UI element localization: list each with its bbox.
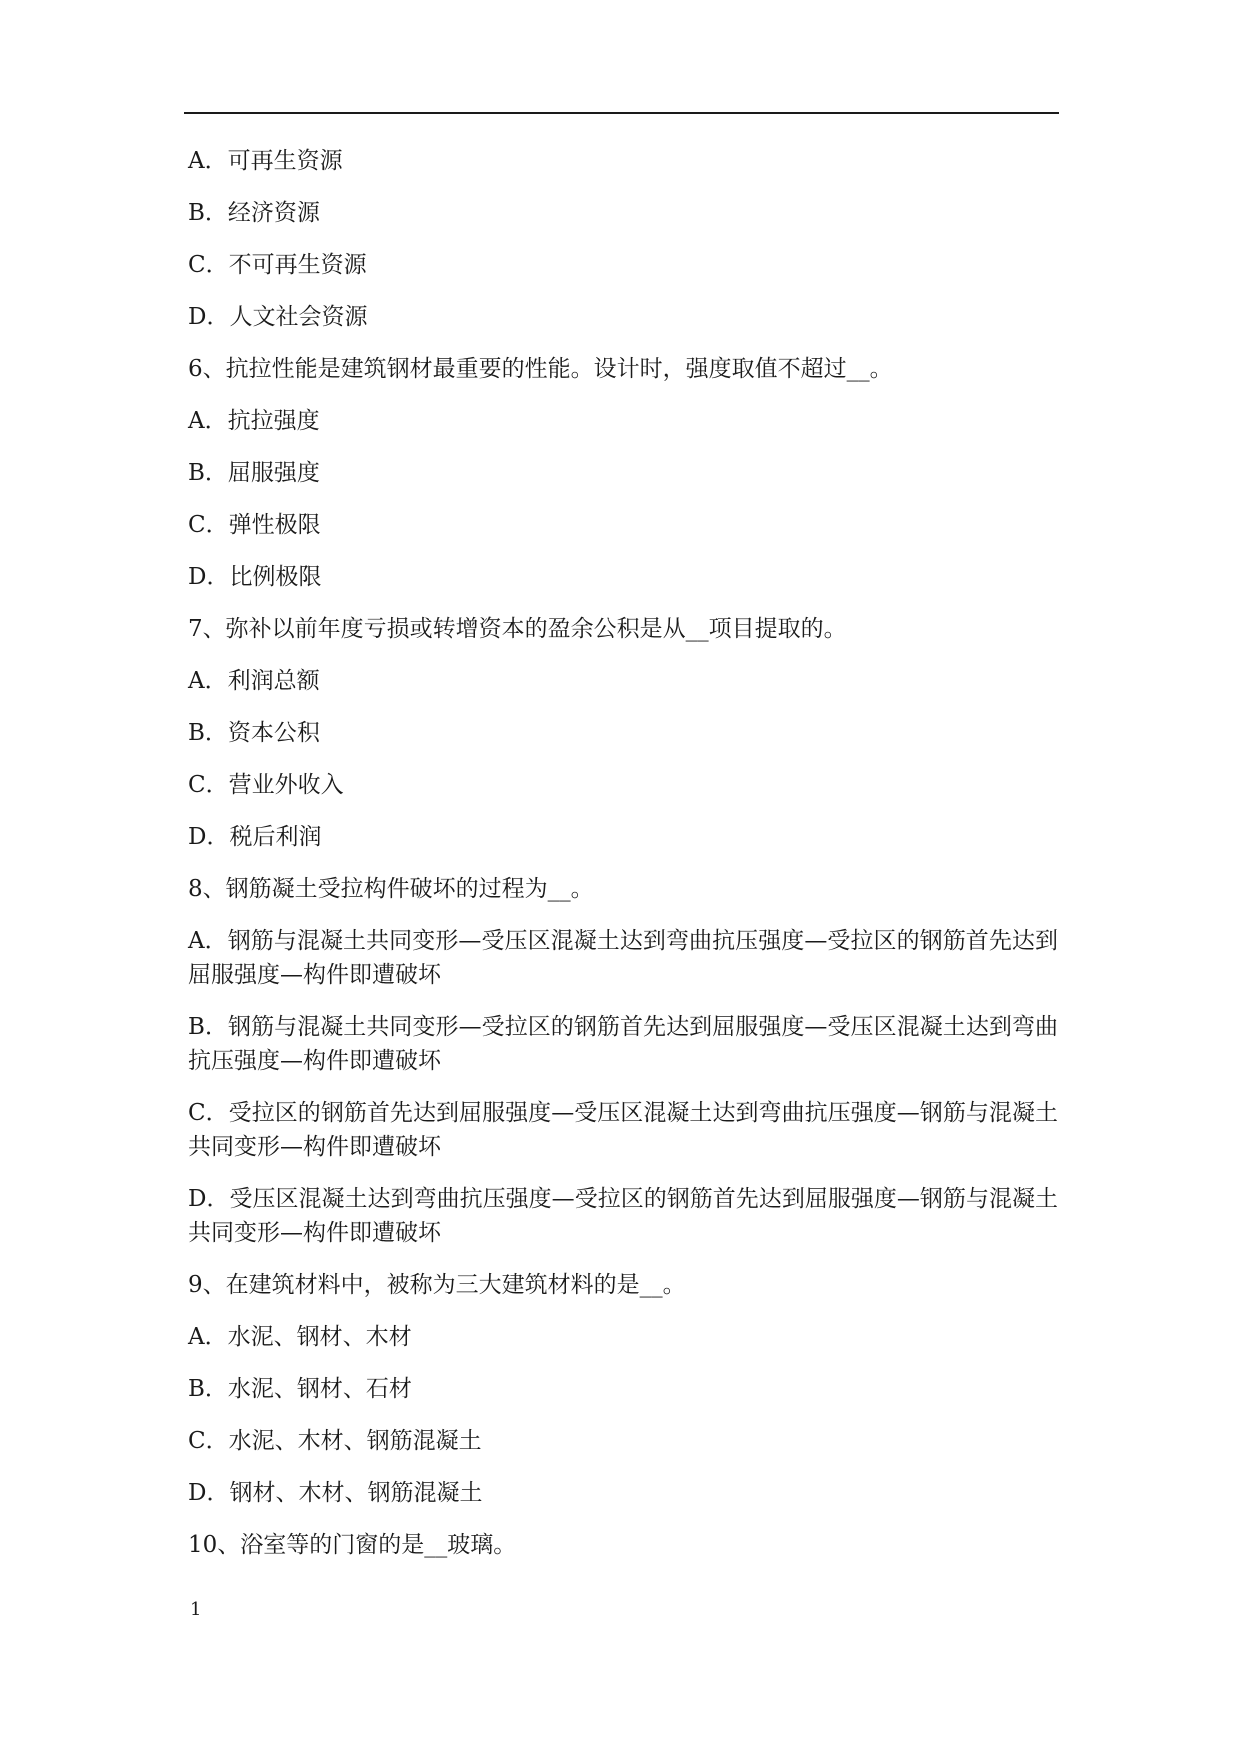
- option-line: A．抗拉强度: [188, 408, 320, 434]
- option-line: B．经济资源: [188, 200, 320, 226]
- question-line: 9、在建筑材料中，被称为三大建筑材料的是__。: [188, 1272, 686, 1298]
- option-line: A．钢筋与混凝土共同变形—受压区混凝土达到弯曲抗压强度—受拉区的钢筋首先达到屈服强度—构件即遭破坏: [188, 928, 1058, 988]
- question-line: 6、抗拉性能是建筑钢材最重要的性能。设计时，强度取值不超过__。: [188, 356, 893, 382]
- header-rule: [184, 112, 1059, 114]
- option-line: C．弹性极限: [188, 512, 321, 538]
- document-body: [188, 144, 1058, 1580]
- option-line: B．钢筋与混凝土共同变形—受拉区的钢筋首先达到屈服强度—受压区混凝土达到弯曲抗压强度—构件即遭破坏: [188, 1014, 1058, 1074]
- option-line: B．资本公积: [188, 720, 320, 746]
- option-line: A．水泥、钢材、木材: [188, 1324, 412, 1350]
- option-line: D．税后利润: [188, 824, 322, 850]
- option-line: D．比例极限: [188, 564, 322, 590]
- page-number: 1: [190, 1599, 202, 1620]
- option-line: A．可再生资源: [188, 148, 343, 174]
- option-line: D．人文社会资源: [188, 304, 368, 330]
- option-line: C．营业外收入: [188, 772, 344, 798]
- option-line: A．利润总额: [188, 668, 320, 694]
- question-line: 8、钢筋凝土受拉构件破坏的过程为__。: [188, 876, 594, 902]
- option-line: C．水泥、木材、钢筋混凝土: [188, 1428, 482, 1454]
- option-line: C．不可再生资源: [188, 252, 367, 278]
- option-line: B．屈服强度: [188, 460, 320, 486]
- option-line: C．受拉区的钢筋首先达到屈服强度—受压区混凝土达到弯曲抗压强度—钢筋与混凝土共同变形—构件即遭破坏: [188, 1100, 1058, 1160]
- option-line: D．受压区混凝土达到弯曲抗压强度—受拉区的钢筋首先达到屈服强度—钢筋与混凝土共同变形—构件即遭破坏: [188, 1186, 1058, 1246]
- question-line: 10、浴室等的门窗的是__玻璃。: [188, 1532, 517, 1558]
- option-line: D．钢材、木材、钢筋混凝土: [188, 1480, 483, 1506]
- option-line: B．水泥、钢材、石材: [188, 1376, 412, 1402]
- question-line: 7、弥补以前年度亏损或转增资本的盈余公积是从__项目提取的。: [188, 616, 847, 642]
